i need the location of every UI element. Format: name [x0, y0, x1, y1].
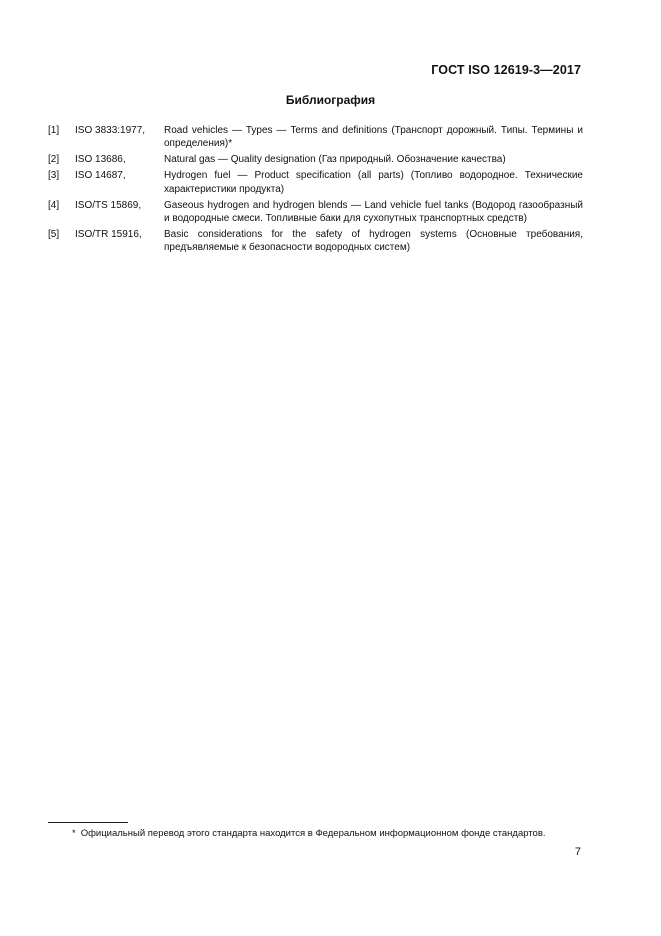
footnote-divider — [48, 822, 128, 823]
entry-title: Road vehicles — Types — Terms and definitions (Транспорт дорожный. Типы. Термины и определения)* — [164, 125, 583, 150]
entry-number: [5] — [48, 228, 60, 240]
entry-number: [3] — [48, 170, 60, 182]
entry-number: [4] — [48, 199, 60, 211]
entry-standard-code: ISO 3833:1977, — [75, 125, 146, 136]
entry-title: Basic considerations for the safety of hydrogen systems (Основные требования, предъявляемые к безопасности водородных систем) — [164, 228, 583, 254]
bibliography-entry — [48, 199, 583, 226]
bibliography-list — [48, 124, 583, 257]
entry-title: Hydrogen fuel — Product specification (all parts) (Топливо водородное. Технические характеристики продукта) — [164, 170, 583, 195]
entry-number: [1] — [48, 125, 60, 136]
entry-standard-code: ISO 14687, — [75, 170, 126, 182]
bibliography-entry — [48, 124, 583, 151]
bibliography-entry — [48, 169, 583, 196]
document-code-header: ГОСТ ISO 12619-3—2017 — [431, 63, 581, 77]
entry-standard-code: ISO/TR 15916, — [75, 228, 142, 240]
entry-title: Natural gas — Quality designation (Газ природный. Обозначение качества) — [164, 154, 506, 166]
entry-number: [2] — [48, 154, 60, 166]
section-title: Библиография — [285, 93, 376, 107]
page-number: 7 — [574, 846, 581, 858]
footnote-text: Официальный перевод этого стандарта находится в Федеральном информационном фонде стандартов. — [80, 828, 546, 839]
footnote-mark: * — [72, 828, 76, 839]
entry-title: Gaseous hydrogen and hydrogen blends — Land vehicle fuel tanks (Водород газообразный и водородные смеси. Топливные баки для сухопутных транспортных средств) — [164, 199, 583, 224]
footnote — [72, 828, 546, 840]
entry-standard-code: ISO 13686, — [75, 154, 126, 166]
bibliography-entry — [48, 153, 583, 166]
entry-standard-code: ISO/TS 15869, — [75, 199, 142, 211]
bibliography-entry — [48, 228, 583, 255]
